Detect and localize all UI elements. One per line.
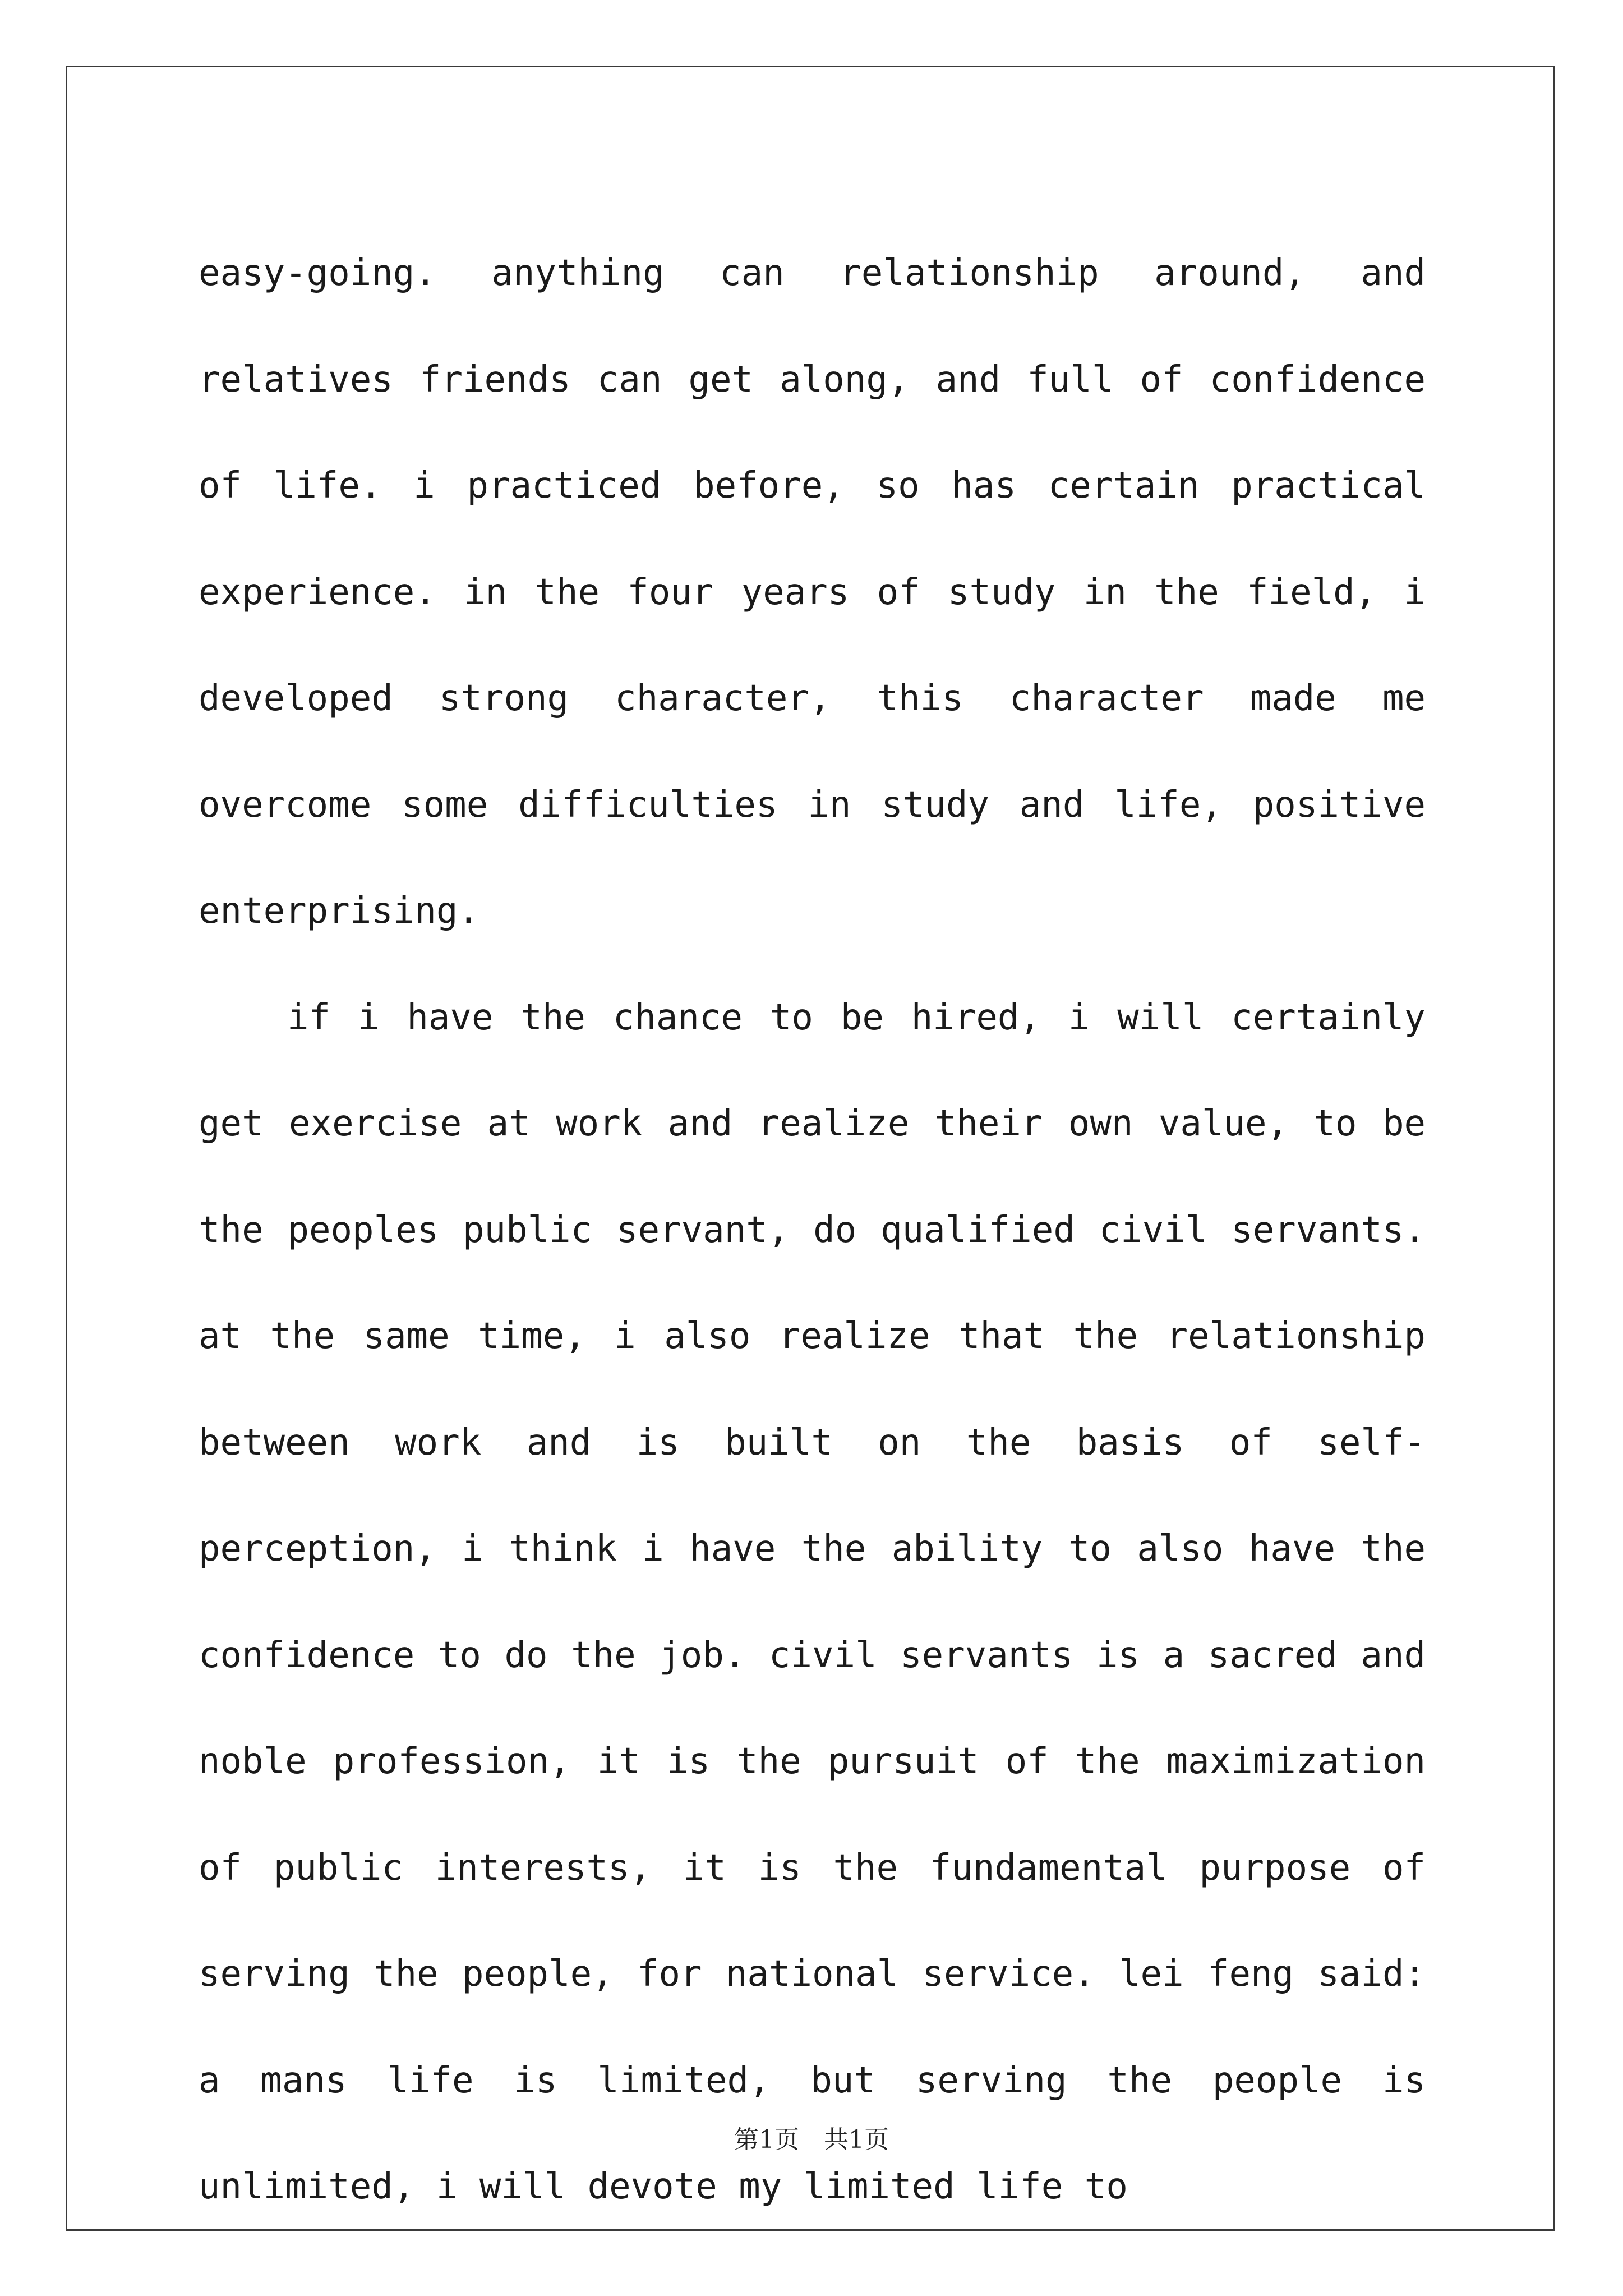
paragraph: if i have the chance to be hired, i will certainly get exercise at work and realize their own value, to be the peoples public servant, do qualified civil servants. at the same time, i also realize that the relationship between work and is built on the basis of self-perception, i think i have the ability to also have the confidence to do the job. civil servants is a sacred and noble profession, it is the pursuit of the maximization of public interests, it is the fundamental purpose of serving the people, for national service. lei feng said: a mans life is limited, but serving the people is unlimited, i will devote my limited life to bbox=[199, 996, 1426, 2207]
document-body bbox=[199, 220, 1426, 2240]
page-number-footer: 第1页 共1页 bbox=[734, 2125, 889, 2154]
paragraph: easy-going. anything can relationship around, and relatives friends can get along, and full of confidence of life. i practiced before, so has certain practical experience. in the four years of study in the field, i developed strong character, this character made me overcome some difficulties in study and life, positive enterprising. bbox=[199, 252, 1426, 932]
